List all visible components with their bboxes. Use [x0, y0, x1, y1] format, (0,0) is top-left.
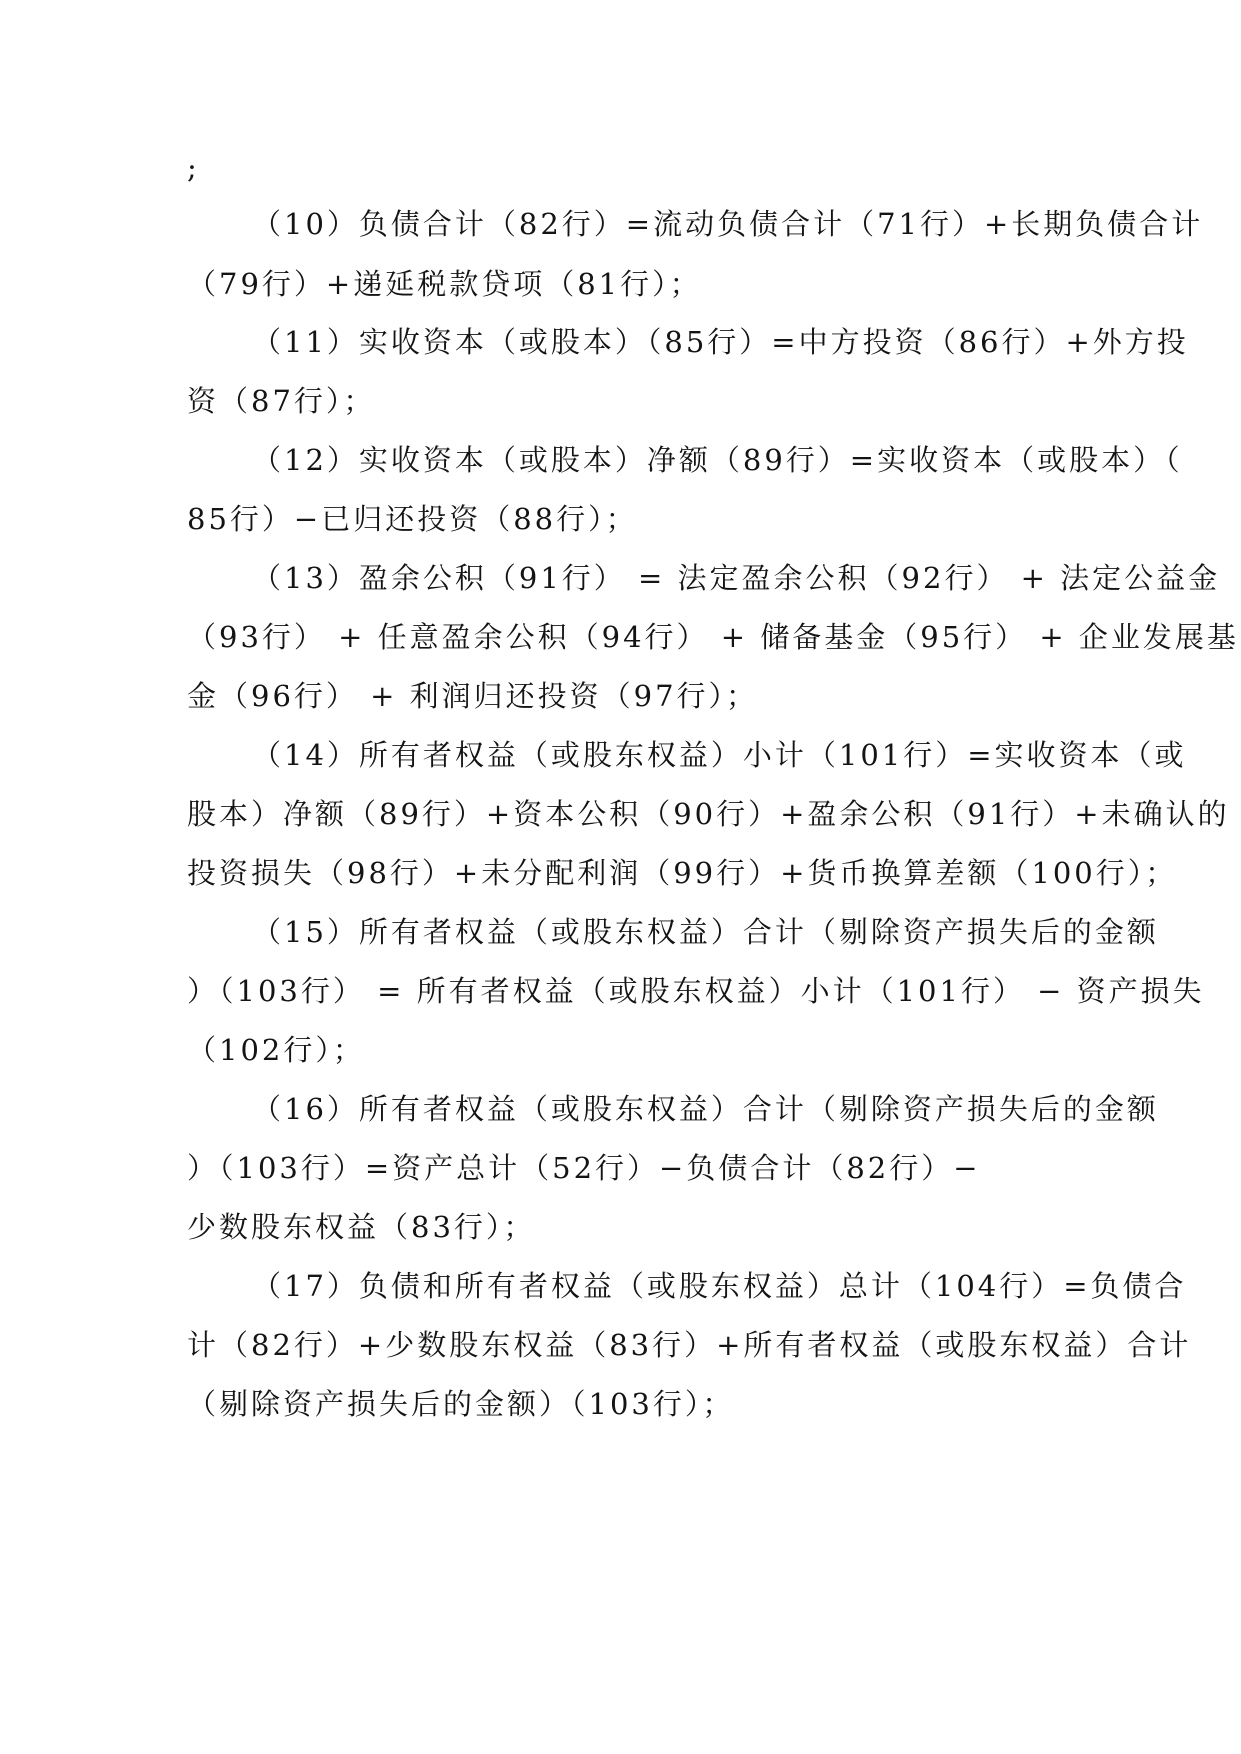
text-line-20: （17）负债和所有者权益（或股东权益）总计（104行）=负债合 — [252, 1269, 1187, 1303]
text-line-12: 股本）净额（89行）+资本公积（90行）+盈余公积（91行）+未确认的 — [187, 797, 1230, 831]
text-line-4: （11）实收资本（或股本）（85行）=中方投资（86行）+外方投 — [252, 325, 1189, 359]
text-line-16: （102行）； — [187, 1033, 365, 1067]
text-line-17: （16）所有者权益（或股东权益）合计（剔除资产损失后的金额 — [252, 1092, 1159, 1126]
text-line-2: （10）负债合计（82行）=流动负债合计（71行）+长期负债合计 — [252, 207, 1204, 241]
text-line-11: （14）所有者权益（或股东权益）小计（101行）=实收资本（或 — [252, 738, 1187, 772]
text-line-7: 85行）−已归还投资（88行）； — [187, 502, 638, 536]
text-line-19: 少数股东权益（83行）； — [187, 1210, 536, 1244]
text-line-22: （剔除资产损失后的金额）（103行）； — [187, 1387, 735, 1421]
text-line-1: ; — [187, 151, 200, 185]
text-line-8: （13）盈余公积（91行） = 法定盈余公积（92行） + 法定公益金 — [252, 561, 1221, 595]
text-line-5: 资（87行）； — [187, 384, 376, 418]
text-line-14: （15）所有者权益（或股东权益）合计（剔除资产损失后的金额 — [252, 915, 1159, 949]
text-line-13: 投资损失（98行）+未分配利润（99行）+货币换算差额（100行）； — [187, 856, 1178, 890]
text-line-18: ）（103行）=资产总计（52行）−负债合计（82行）− — [187, 1151, 981, 1185]
text-line-10: 金（96行） + 利润归还投资（97行）； — [187, 679, 759, 713]
text-line-6: （12）实收资本（或股本）净额（89行）=实收资本（或股本）（ — [252, 443, 1183, 477]
text-line-3: （79行）+递延税款贷项（81行）； — [187, 267, 702, 301]
text-line-15: ）（103行） = 所有者权益（或股东权益）小计（101行） − 资产损失 — [187, 974, 1205, 1008]
text-line-9: （93行） + 任意盈余公积（94行） + 储备基金（95行） + 企业发展基 — [187, 620, 1239, 654]
text-line-21: 计（82行）+少数股东权益（83行）+所有者权益（或股东权益）合计 — [187, 1328, 1192, 1362]
